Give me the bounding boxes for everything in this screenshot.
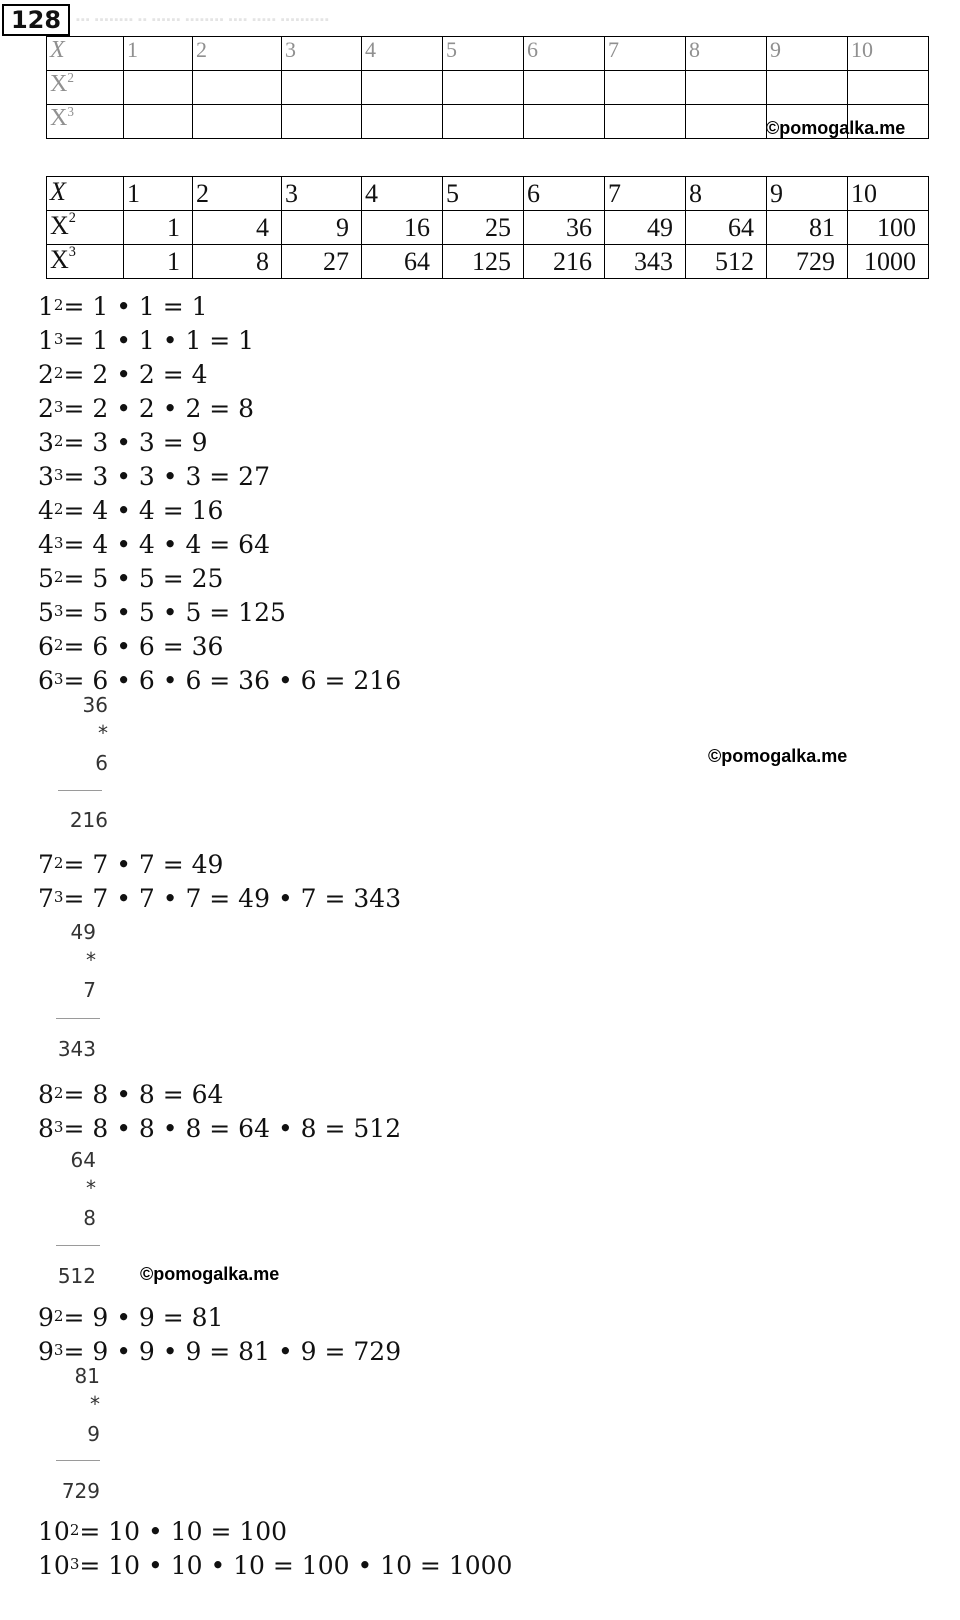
row-label-x: X xyxy=(47,177,124,211)
table-cell: 36 xyxy=(524,211,605,245)
calc-operand: 6 xyxy=(95,751,108,775)
calc-operand: 49 xyxy=(70,920,96,944)
table-cell: 25 xyxy=(443,211,524,245)
calc-operator: * xyxy=(86,948,96,972)
table-cell: 216 xyxy=(524,245,605,279)
column-multiplication xyxy=(26,920,106,1070)
calc-rule xyxy=(56,1245,100,1246)
watermark: ©pomogalka.me xyxy=(766,118,906,138)
equation-line: $2^3= 2$ • 2 • 2 = 8 xyxy=(38,394,255,423)
calc-result: 512 xyxy=(57,1264,96,1288)
equation-line: $1^3= 1$ • 1 • 1 = 1 xyxy=(38,326,255,355)
header-cell: 7 xyxy=(605,37,686,71)
calc-operand: 81 xyxy=(74,1364,100,1388)
table-cell: 1 xyxy=(124,245,193,279)
table-cell: 512 xyxy=(686,245,767,279)
header-cell: 6 xyxy=(524,177,605,211)
equation-line: $2^2= 2$ • 2 = 4 xyxy=(38,360,208,389)
equation-line: $6^3= 6$ • 6 • 6 = 36 • 6 = 216 xyxy=(38,666,402,695)
equation-line: $9^3= 9$ • 9 • 9 = 81 • 9 = 729 xyxy=(38,1337,402,1366)
header-cell: 1 xyxy=(124,37,193,71)
row-label-x3: $X^3$ xyxy=(47,245,124,279)
header-cell: 3 xyxy=(282,37,362,71)
task-number: 128 xyxy=(2,4,70,36)
header-cell: 9 xyxy=(767,37,848,71)
header-cell: 2 xyxy=(193,177,282,211)
equation-line: $5^2= 5$ • 5 = 25 xyxy=(38,564,224,593)
equation-line: $3^2= 3$ • 3 = 9 xyxy=(38,428,208,457)
table-cell: 16 xyxy=(362,211,443,245)
filled-row-x xyxy=(47,177,929,211)
header-cell: 2 xyxy=(193,37,282,71)
calc-operator: * xyxy=(98,721,108,745)
watermark: ©pomogalka.me xyxy=(140,1264,280,1284)
header-cell: 4 xyxy=(362,37,443,71)
header-cell: 5 xyxy=(443,37,524,71)
calc-rule xyxy=(58,790,102,791)
calc-result: 729 xyxy=(61,1479,100,1503)
table-cell: 27 xyxy=(282,245,362,279)
equation-line: $5^3= 5$ • 5 • 5 = 125 xyxy=(38,598,286,627)
column-multiplication xyxy=(26,1148,106,1298)
table-cell: 9 xyxy=(282,211,362,245)
calc-rule xyxy=(56,1460,100,1461)
calc-result: 343 xyxy=(57,1037,96,1061)
calc-operator: * xyxy=(90,1392,100,1416)
header-cell: 10 xyxy=(848,177,929,211)
equation-line: $9^2= 9$ • 9 = 81 xyxy=(38,1303,224,1332)
equation-line: $8^2= 8$ • 8 = 64 xyxy=(38,1080,224,1109)
row-label-x2: $X^2$ xyxy=(47,211,124,245)
table-cell: 49 xyxy=(605,211,686,245)
header-cell: 6 xyxy=(524,37,605,71)
table-cell: 343 xyxy=(605,245,686,279)
calc-operand: 36 xyxy=(82,693,108,717)
table-cell: 64 xyxy=(686,211,767,245)
equation-line: $10^2= 10$ • 10 = 100 xyxy=(38,1517,288,1546)
header-cell: 8 xyxy=(686,37,767,71)
table-cell: 64 xyxy=(362,245,443,279)
header-cell: 10 xyxy=(848,37,929,71)
equation-line: $4^2= 4$ • 4 = 16 xyxy=(38,496,224,525)
equation-line: $10^3= 10$ • 10 • 10 = 100 • 10 = 1000 xyxy=(38,1551,513,1580)
header-cell: 4 xyxy=(362,177,443,211)
equation-line: $1^2= 1$ • 1 = 1 xyxy=(38,292,208,321)
table-cell: 1000 xyxy=(848,245,929,279)
watermark: ©pomogalka.me xyxy=(708,746,848,766)
header-cell: 8 xyxy=(686,177,767,211)
table-cell: 1 xyxy=(124,211,193,245)
calc-operand: 8 xyxy=(83,1206,96,1230)
calc-operand: 9 xyxy=(87,1422,100,1446)
equation-line: $3^3= 3$ • 3 • 3 = 27 xyxy=(38,462,270,491)
faded-caption: ▪▪▪ ▪▪▪▪▪▪▪▪ ▪▪ ▪▪▪▪▪▪ ▪▪▪▪▪▪▪▪ ▪▪▪▪ ▪▪▪▪▪ ▪▪▪▪▪▪▪▪▪▪ xyxy=(76,14,330,26)
header-cell: 5 xyxy=(443,177,524,211)
table-cell: 100 xyxy=(848,211,929,245)
table-cell: 125 xyxy=(443,245,524,279)
table-cell: 8 xyxy=(193,245,282,279)
equation-line: $6^2= 6$ • 6 = 36 xyxy=(38,632,224,661)
header-cell: 1 xyxy=(124,177,193,211)
column-multiplication xyxy=(30,1364,110,1514)
calc-rule xyxy=(56,1018,100,1019)
column-multiplication xyxy=(38,690,118,840)
table-cell: 4 xyxy=(193,211,282,245)
table-cell: 81 xyxy=(767,211,848,245)
filled-row-x3 xyxy=(47,245,929,279)
equation-line: $8^3= 8$ • 8 • 8 = 64 • 8 = 512 xyxy=(38,1114,402,1143)
empty-row-x xyxy=(47,37,929,71)
calc-operand: 7 xyxy=(83,978,96,1002)
calc-operator: * xyxy=(86,1176,96,1200)
row-label-x2: $X^2$ xyxy=(47,71,124,105)
filled-row-x2 xyxy=(47,211,929,245)
filled-table xyxy=(46,176,929,279)
equation-line: $7^3= 7$ • 7 • 7 = 49 • 7 = 343 xyxy=(38,884,402,913)
empty-row-x2 xyxy=(47,71,929,105)
calc-operand: 64 xyxy=(70,1148,96,1172)
header-cell: 3 xyxy=(282,177,362,211)
calc-result: 216 xyxy=(69,808,108,832)
equation-line: $7^2= 7$ • 7 = 49 xyxy=(38,850,224,879)
row-label-x3: $X^3$ xyxy=(47,105,124,139)
row-label-x: X xyxy=(47,37,124,71)
table-cell: 729 xyxy=(767,245,848,279)
header-cell: 7 xyxy=(605,177,686,211)
header-cell: 9 xyxy=(767,177,848,211)
equation-line: $4^3= 4$ • 4 • 4 = 64 xyxy=(38,530,270,559)
